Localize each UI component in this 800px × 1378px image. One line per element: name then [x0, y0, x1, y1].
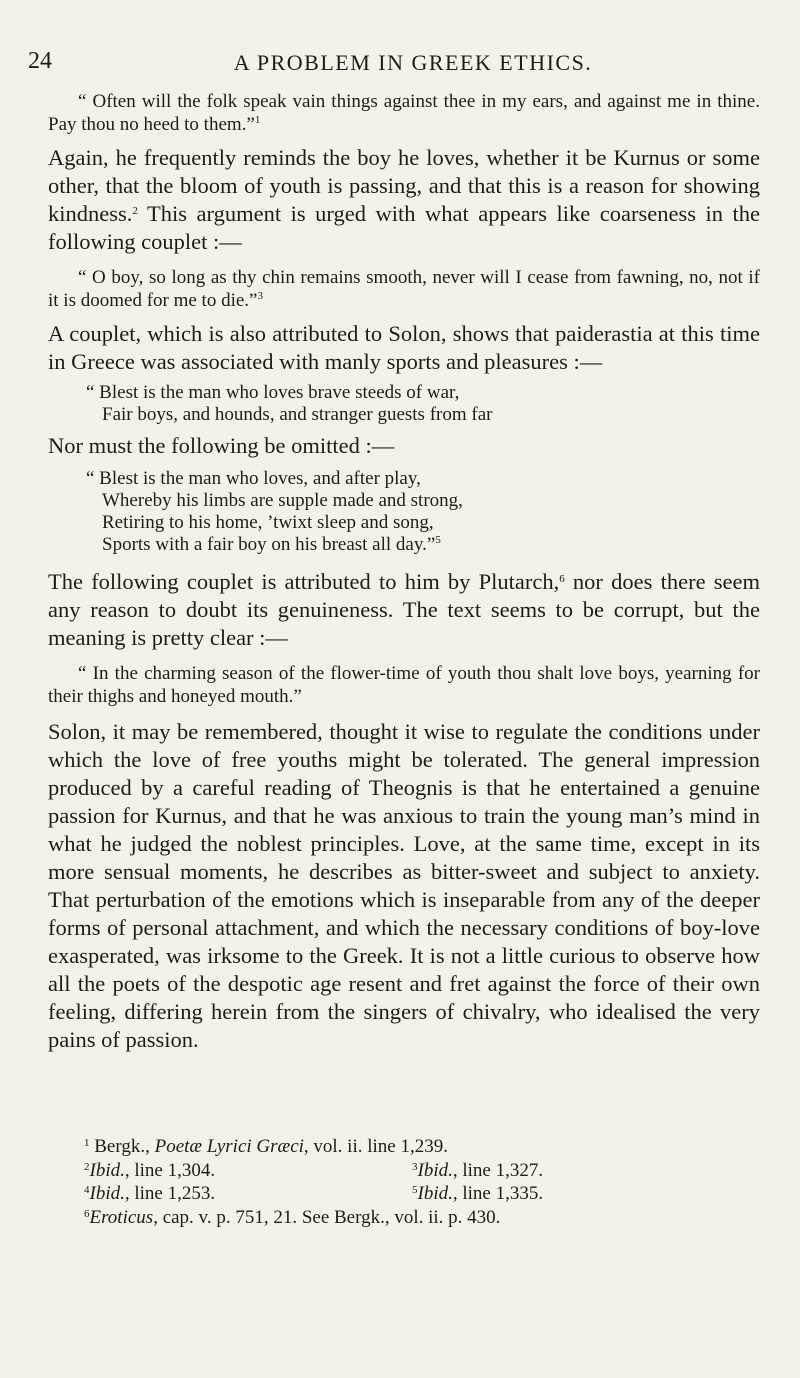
footnote-ref: 1 — [254, 114, 261, 126]
paragraph-4: The following couplet is attributed to him by Plutarch,$^6$ nor does there seem any reason to doubt its genuineness. The text seems to be corrupt, but the meaning is pretty clear :— — [48, 569, 760, 650]
quotation-3: “ In the charming season of the flower-time of youth thou shalt love boys, yearning for their thighs and honeyed mouth.” — [48, 663, 760, 707]
paragraph-1: Again, he frequently reminds the boy he loves, whether it be Kurnus or some other, that the bloom of youth is passing, and that this is a reason for showing kindness.$^2$ This argument is urged with what appears like coarseness in the following couplet :— — [48, 145, 760, 254]
verse-line: “ Blest is the man who loves brave steeds of war, — [86, 382, 460, 403]
footnote-ref: 5 — [435, 534, 441, 546]
page-header — [28, 48, 768, 80]
verse-line: Retiring to his home, ’twixt sleep and song, — [102, 512, 434, 533]
footnote-3: $^3$Ibid., line 1,327. — [412, 1159, 544, 1181]
footnote-5: $^5$Ibid., line 1,335. — [412, 1183, 544, 1204]
paragraph-3: Nor must the following be omitted :— — [48, 433, 395, 458]
verse-1 — [48, 382, 760, 426]
footnote-1: $^1$ Bergk., Poetæ Lyrici Græci, vol. ii. line 1,239. — [84, 1136, 448, 1157]
verse-line: Whereby his limbs are supple made and strong, — [102, 490, 463, 511]
verse-2 — [48, 468, 760, 556]
verse-line: “ Blest is the man who loves, and after play, — [86, 468, 421, 489]
page-body — [48, 90, 760, 1054]
page-number: 24 — [28, 48, 52, 74]
paragraph-5: Solon, it may be remembered, thought it wise to regulate the conditions under which the love of free youths might be tolerated. The general impression produced by a careful reading of Theognis is that he entertained a genuine passion for Kurnus, and that he was anxious to train the young man’s mind in what he judged the noblest principles. Love, at the same time, except in its more sensual moments, he describes as bitter-sweet and subject to anxiety. That perturbation of the emotions which is inseparable from any of the deeper forms of personal attachment, and which the necessary conditions of boy-love exasperated, was irksome to the Greek. It is not a little curious to observe how all the poets of the despotic age resent and fret against the force of their own feeling, differing herein from the singers of chivalry, who idealised the very pains of passion. — [48, 719, 760, 1052]
verse-line: Fair boys, and hounds, and stranger guests from far — [102, 404, 493, 425]
running-head: A PROBLEM IN GREEK ETHICS. — [233, 50, 593, 75]
quotation-2: “ O boy, so long as thy chin remains smooth, never will I cease from fawning, no, not if it is doomed for me to die.”$^3$ — [48, 267, 760, 311]
footnote-2: $^2$Ibid., line 1,304. — [84, 1159, 216, 1181]
footnote-6: $^6$Eroticus, cap. v. p. 751, 21. See Bergk., vol. ii. p. 430. — [84, 1206, 501, 1228]
quotation-1: “ Often will the folk speak vain things against thee in my ears, and against me in thine. Pay thou no heed to them.”$^1$ — [48, 91, 760, 135]
footnote-ref: 6 — [559, 573, 565, 585]
footnote-ref: 3 — [257, 290, 263, 302]
footnotes — [84, 1135, 744, 1229]
footnote-ref: 2 — [132, 205, 138, 217]
paragraph-2: A couplet, which is also attributed to Solon, shows that paiderastia at this time in Greece was associated with manly sports and pleasures :— — [48, 321, 760, 374]
verse-line: Sports with a fair boy on his breast all day.”$^5$ — [102, 534, 441, 555]
footnote-4: $^4$Ibid., line 1,253. — [84, 1183, 216, 1204]
